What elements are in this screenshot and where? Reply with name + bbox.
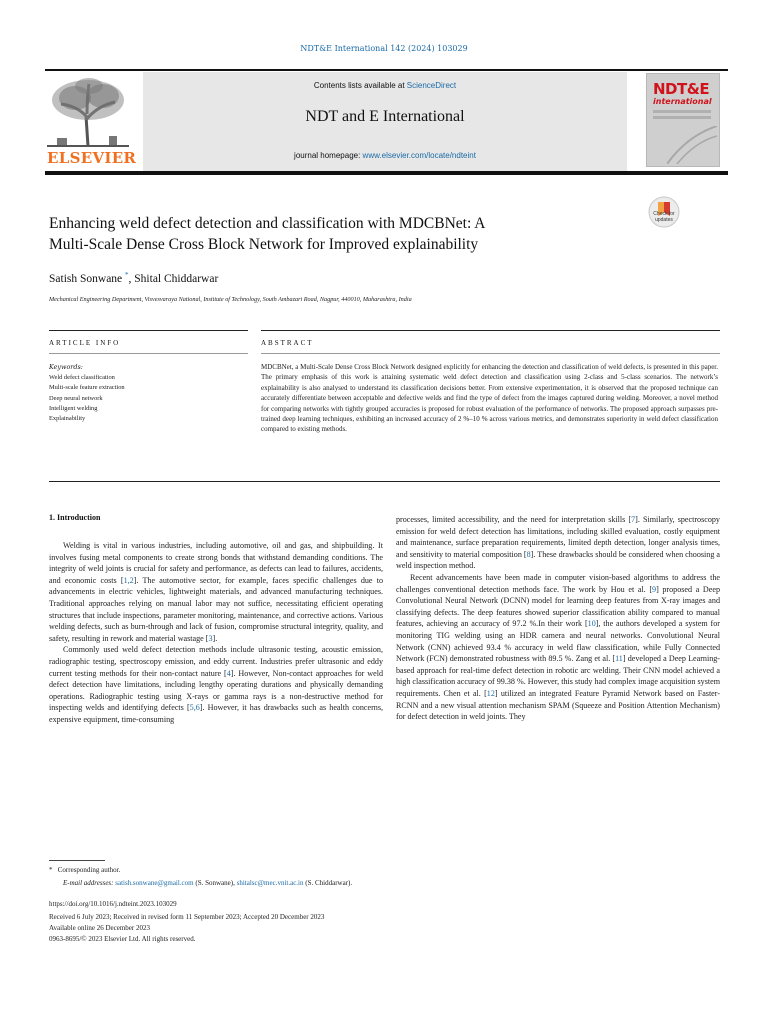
email-link-2[interactable]: shitalsc@mec.vnit.ac.in	[236, 879, 304, 887]
homepage-line	[143, 151, 627, 160]
email-addresses	[63, 879, 352, 887]
running-head[interactable]: NDT&E International 142 (2024) 103029	[300, 44, 468, 53]
text-run: processes, limited accessibility, and the need for interpretation skills [	[396, 515, 632, 524]
footnote-rule	[49, 860, 105, 861]
citation-link[interactable]: 5,6	[189, 703, 200, 713]
keyword-item: Multi-scale feature extraction	[49, 384, 125, 392]
keyword-item: Explainability	[49, 415, 86, 423]
elsevier-tree-logo	[47, 76, 129, 148]
front-matter-rule	[49, 481, 720, 482]
author-2[interactable]: Shital Chiddarwar	[134, 272, 219, 285]
text-run: Commonly used weld defect detection methods include ultrasonic testing, acoustic emission, radiographic testing, spectroscopy emission, and eddy current. Industries prefer ultrasonic and eddy current testing methods for their non-contact nature [	[49, 645, 383, 678]
publisher-wordmark: ELSEVIER	[47, 149, 137, 167]
citation-link[interactable]: 7	[631, 515, 636, 524]
check-for-updates-label	[640, 211, 688, 223]
contents-line	[143, 81, 627, 90]
citation-link[interactable]: 8	[526, 549, 531, 559]
cover-artwork-icon	[667, 126, 717, 164]
text-run: Recent advancements have been made in computer vision-based algorithms to address the challenges conventional detection methods face. The work by Hou et al. [	[396, 572, 720, 594]
citation-link[interactable]: 11	[615, 654, 623, 664]
homepage-prefix: journal homepage:	[294, 151, 363, 160]
article-history: Received 6 July 2023; Received in revised form 11 September 2023; Accepted 20 December 2023	[49, 913, 325, 921]
title-line-1: Enhancing weld defect detection and classification with MDCBNet: A	[49, 215, 486, 232]
footnote-star: *	[49, 866, 53, 874]
text-run: ] developed a Deep Learning-based approach for real-time defect detection in robotic arc welding. Their CNN model achieved a high classification accuracy of 99.38 %. However, this study had complex image acquisition system requirements. Chen et al. [	[396, 654, 720, 698]
keyword-item: Weld defect classification	[49, 374, 115, 381]
cover-title: NDT&E	[653, 80, 710, 98]
citation-link[interactable]: 12	[486, 688, 495, 698]
citation-link[interactable]: 9	[652, 584, 657, 594]
abstract-label: ABSTRACT	[261, 339, 314, 347]
abstract-text: MDCBNet, a Multi-Scale Dense Cross Block Network designed explicitly for enhancing the detection and classification of weld defects, is presented in this paper. The primary emphasis of this work is attaining systematic weld defect detection and classification using 2-class and 5-class scenarios. The network’s explainability is also analysed to understand its classification decisions better. From extensive experimentation, it is observed that the proposed technique can accurately differentiate between acceptable and defective welds and find the type of defect from the images captured during welding. Moreover, a novel method for comparing networks with tightly grouped accuracies is proposed for robust evaluation of the performance of networks. The proposed approach surpasses pre-trained deep learning techniques, exhibiting an increased accuracy of 2 %–10 % across various metrics, and demonstrates superiority in weld defect classification compared to existing methods.	[261, 363, 718, 434]
text-run: ]. However, it has drawbacks such as health concerns, expensive equipment, time-consuming	[49, 703, 383, 724]
article-info-rule	[49, 330, 248, 331]
text-run: ]. These drawbacks should be considered when choosing a weld inspection method.	[396, 549, 720, 571]
affiliation: Mechanical Engineering Department, Visvesvaraya National, Institute of Technology, South Ambazari Road, Nagpur, 440010, Maharashtra, India	[49, 296, 412, 303]
email-link-1[interactable]: satish.sonwane@gmail.com	[115, 879, 194, 887]
article-info-label: ARTICLE INFO	[49, 339, 121, 347]
email-owner-2: (S. Chiddarwar).	[303, 879, 353, 887]
paragraph	[396, 572, 720, 723]
author-separator: ,	[128, 272, 135, 285]
keywords-heading: Keywords:	[49, 363, 83, 371]
journal-name: NDT and E International	[305, 108, 465, 125]
section-heading-introduction: 1. Introduction	[49, 513, 101, 522]
author-1[interactable]: Satish Sonwane	[49, 272, 123, 285]
abstract-rule	[261, 330, 720, 331]
citation-link[interactable]: 4	[226, 668, 231, 678]
citation-link[interactable]: 10	[587, 619, 596, 629]
corresponding-author-mark[interactable]: *	[125, 271, 129, 279]
author-list	[49, 271, 218, 285]
text-run: Welding is vital in various industries, including automotive, oil and gas, and shipbuilding. It involves fusing metal components to create strong bonds that withstand demanding conditions. The integrity of weld joints is crucial for safety and performance, as defects can lead to failures, accidents, and economic costs [	[49, 541, 383, 585]
journal-cover-thumbnail[interactable]	[646, 73, 720, 167]
corresponding-author-text: Corresponding author.	[57, 866, 121, 874]
text-run: ].	[212, 633, 218, 643]
doi-link[interactable]: https://doi.org/10.1016/j.ndteint.2023.103029	[49, 900, 177, 908]
corresponding-author-note	[49, 866, 120, 874]
badge-line-1: Check for	[653, 211, 675, 217]
masthead-top-rule	[45, 69, 728, 71]
journal-homepage-link[interactable]: www.elsevier.com/locate/ndteint	[362, 151, 476, 160]
body-column-right	[396, 514, 720, 723]
citation-link[interactable]: 3	[208, 633, 213, 643]
citation-link[interactable]: 1,2	[123, 575, 134, 585]
text-run: ] proposed a Deep Convolutional Neural Network (DCNN) model for learning deep features from X-ray images and classifying defects. The deep features showed superior classification ability compared to manual features, achieving an accuracy of 97.2 %.In their work [	[396, 584, 720, 629]
text-run: ]. Similarly, spectroscopy emission for weld defect detection has limitations, including skilled evaluation, costly equipment and maintenance, surface preparation requirements, limited depth detection, longer analysis times, and sensitivity to material composition [	[396, 515, 720, 559]
text-run: ]. However, Non-contact approaches for weld defect detection have limitations, including lengthy operating durations and physically demanding operations. Radiographic testing using X-rays or gamma rays is a non-destructive method for inspecting welds and identifying defects [	[49, 668, 383, 713]
keyword-item: Intelligent welding	[49, 404, 98, 412]
abstract-subrule	[261, 353, 720, 354]
sciencedirect-link[interactable]: ScienceDirect	[406, 81, 457, 90]
badge-line-2: updates	[655, 217, 673, 223]
online-date: Available online 26 December 2023	[49, 924, 150, 932]
cover-subtitle: international	[653, 97, 712, 106]
body-column-left	[49, 540, 383, 726]
text-run: ], the authors developed a system for monitoring TIG welding using an HDR camera and neural networks. Convolutional Neural Network (CNN) achieved 93.4 % accuracy in weld flaw classification, while Fully Connected Network (FCN) demonstrated robustness with 89.5 %. Zang et al. [	[396, 619, 720, 664]
paragraph	[49, 644, 383, 725]
paragraph	[49, 540, 383, 644]
article-info-subrule	[49, 353, 248, 354]
masthead-bottom-rule	[45, 171, 728, 175]
text-run: ] utilized an integrated Feature Pyramid Network based on Faster-RCNN and a new visual attention mechanism SPAM (Squeeze and Position Attention Mechanism) for defect detection in weld joints. They	[396, 688, 721, 722]
title-line-2: Multi-Scale Dense Cross Block Network for Improved explainability	[49, 236, 479, 253]
text-run: ]. The automotive sector, for example, faces specific challenges due to advancements in electric vehicles, lightweight materials, and advanced manufacturing techniques. Traditional approaches relying on manual labor may not suffice, necessitating efficient operating structures that include inspections, parameter monitoring, maintenance, and corrective actions. Various welding defects, such as burn-through and lack of fusion, compromise structural integrity, quality, and safety, resulting in rework and material wastage [	[49, 575, 383, 643]
email-label: E-mail addresses:	[63, 879, 116, 887]
copyright-line: 0963-8695/© 2023 Elsevier Ltd. All rights reserved.	[49, 935, 196, 943]
keyword-item: Deep neural network	[49, 394, 103, 402]
email-owner-1: (S. Sonwane),	[193, 879, 237, 887]
article-title	[49, 213, 629, 255]
paragraph	[396, 514, 720, 572]
contents-prefix: Contents lists available at	[313, 81, 407, 90]
keywords-list	[49, 373, 125, 424]
